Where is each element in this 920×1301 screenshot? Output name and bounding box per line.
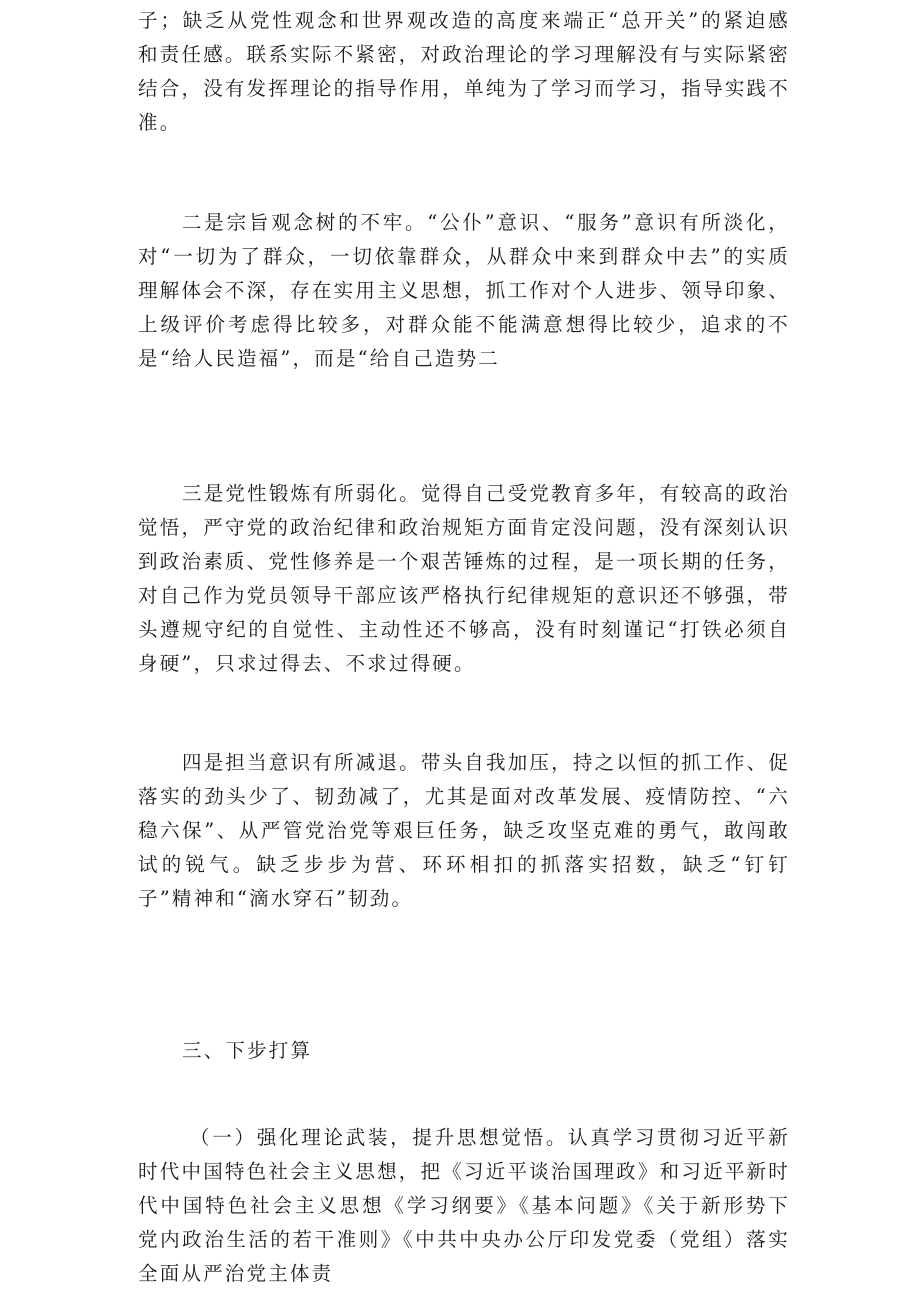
paragraph-political-study: 子；缺乏从党性观念和世界观改造的高度来端正“总开关”的紧迫感和责任感。联系实际不紧密，对政治理论的学习理解没有与实际紧密结合，没有发挥理论的指导作用，单纯为了学习而学习，指导实践不准。	[138, 9, 790, 134]
section-heading-next-steps: 三、下步打算	[182, 1039, 313, 1062]
paragraph-party-spirit: 三是党性锻炼有所弱化。觉得自己受党教育多年，有较高的政治觉悟，严守党的政治纪律和政治规矩方面肯定没问题，没有深刻认识到政治素质、党性修养是一个艰苦锤炼的过程，是一项长期的任务，对自己作为党员领导干部应该严格执行纪律规矩的意识还不够强，带头遵规守纪的自觉性、主动性还不够高，没有时刻谨记“打铁必须自身硬”，只求过得去、不求过得硬。	[138, 482, 790, 675]
paragraph-purpose-concept: 二是宗旨观念树的不牢。“公仆”意识、“服务”意识有所淡化，对“一切为了群众，一切依靠群众，从群众中来到群众中去”的实质理解体会不深，存在实用主义思想，抓工作对个人进步、领导印象、上级评价考虑得比较多，对群众能不能满意想得比较少，追求的不是“给人民造福”，而是“给自己造势二	[138, 211, 790, 370]
paragraph-responsibility: 四是担当意识有所减退。带头自我加压，持之以恒的抓工作、促落实的劲头少了、韧劲减了，尤其是面对改革发展、疫情防控、“六稳六保”、从严管党治党等艰巨任务，缺乏攻坚克难的勇气，敢闯敢试的锐气。缺乏步步为营、环环相扣的抓落实招数，缺乏“钉钉子”精神和“滴水穿石”韧劲。	[138, 751, 790, 910]
paragraph-theory-armament: （一）强化理论武装，提升思想觉悟。认真学习贯彻习近平新时代中国特色社会主义思想，把《习近平谈治国理政》和习近平新时代中国特色社会主义思想《学习纲要》《基本问题》《关于新形势下党内政治生活的若干准则》《中共中央办公厅印发党委（党组）落实全面从严治党主体责	[138, 1126, 790, 1285]
